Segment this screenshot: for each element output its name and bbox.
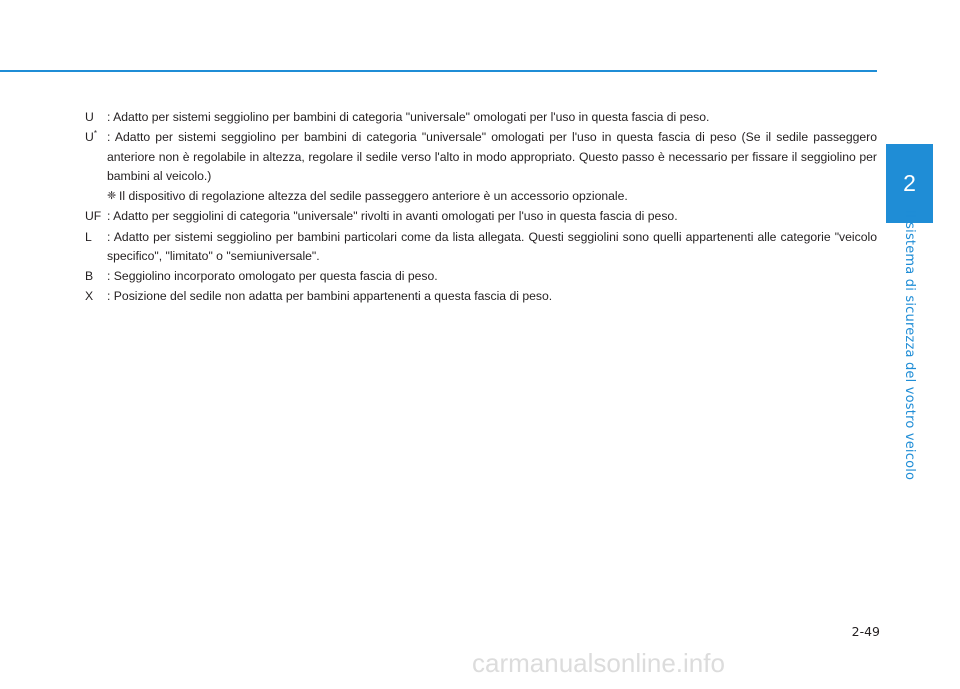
- page-number: 2-49: [851, 624, 880, 639]
- legend-separator: :: [107, 229, 111, 244]
- legend-separator: :: [107, 110, 111, 124]
- legend-text: Adatto per sistemi seggiolino per bambini di categoria "universale" omologati per l'uso in questa fascia di peso (Se il sedile passeggero anteriore non è regolabile in altezza, regolare il sedile verso l'alto in modo appropriato. Questo passo è necessario per fissare il seggiolino per bambini al veicolo.): [107, 130, 877, 184]
- legend-text: Adatto per seggiolini di categoria "universale" rivolti in avanti omologati per l'uso in questa fascia di peso.: [113, 209, 678, 224]
- chapter-title: Il sistema di sicurezza del vostro veicolo: [902, 210, 917, 481]
- legend-item-uf: [85, 207, 877, 227]
- legend-separator: :: [107, 209, 111, 224]
- legend-item-l: [85, 228, 877, 267]
- legend-text: Adatto per sistemi seggiolino per bambini particolari come da lista allegata. Questi seggiolini sono quelli appartenenti alle categorie "veicolo specifico", "limitato" o "semiuniversale".: [107, 229, 877, 264]
- legend-code: L: [85, 229, 92, 244]
- legend-item-b: [85, 267, 877, 287]
- legend-text: Posizione del sedile non adatta per bambini appartenenti a questa fascia di peso.: [113, 289, 553, 304]
- legend-item-u: [85, 108, 877, 128]
- chapter-number-tab: 2: [886, 144, 933, 223]
- legend-code: U: [85, 110, 94, 124]
- legend-code: UF: [85, 209, 102, 224]
- legend-separator: :: [107, 289, 111, 304]
- legend-text: Adatto per sistemi seggiolino per bambini di categoria "universale" omologati per l'uso in questa fascia di peso.: [113, 110, 710, 124]
- legend-item-u-star: [85, 128, 877, 187]
- header-rule: [0, 70, 877, 72]
- legend-separator: :: [107, 130, 111, 145]
- legend-code: B: [85, 269, 94, 284]
- legend-text: Seggiolino incorporato omologato per questa fascia di peso.: [113, 269, 438, 284]
- legend-code: U*: [85, 129, 97, 145]
- optional-note: [85, 187, 877, 207]
- legend-list: [85, 108, 877, 307]
- legend-separator: :: [107, 269, 111, 284]
- legend-code: X: [85, 289, 94, 304]
- note-icon: ❈: [107, 190, 117, 203]
- note-text: Il dispositivo di regolazione altezza del sedile passeggero anteriore è un accessorio opzionale.: [119, 189, 628, 204]
- watermark: carmanualsonline.info: [472, 648, 725, 678]
- legend-item-x: [85, 287, 877, 307]
